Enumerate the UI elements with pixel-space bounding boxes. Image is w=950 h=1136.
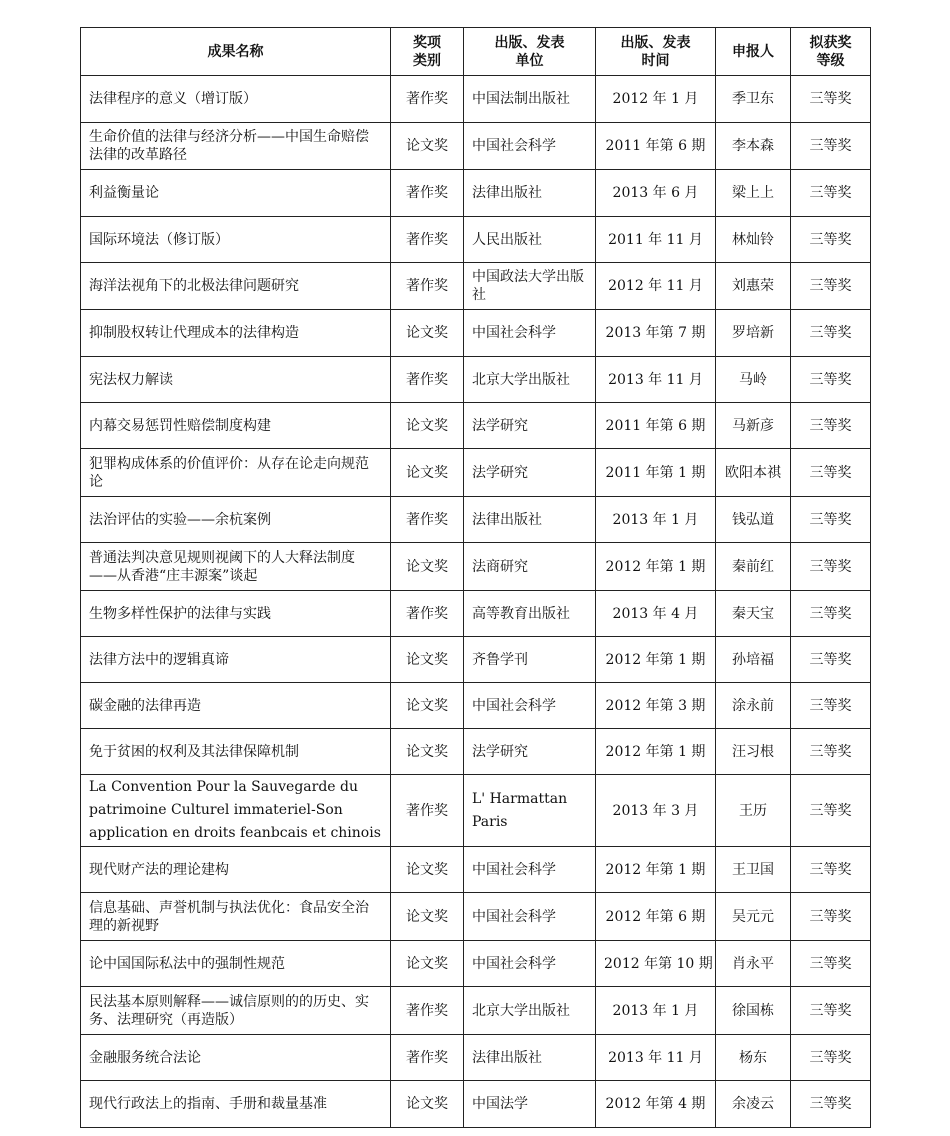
- table-row: [81, 637, 871, 683]
- cell-applicant: 王历: [716, 775, 791, 847]
- cell-title: La Convention Pour la Sauvegarde du patrimoine Culturel immateriel-Son application en droits feanbcais et chinois: [81, 775, 391, 847]
- cell-applicant: 钱弘道: [716, 497, 791, 543]
- cell-applicant: 徐国栋: [716, 987, 791, 1035]
- table-row: [81, 591, 871, 637]
- table-row: [81, 893, 871, 941]
- cell-type: 论文奖: [391, 123, 464, 170]
- cell-type: 著作奖: [391, 76, 464, 123]
- cell-type: 论文奖: [391, 683, 464, 729]
- table-row: [81, 775, 871, 847]
- cell-applicant: 刘惠荣: [716, 263, 791, 310]
- cell-publisher: 法律出版社: [464, 497, 596, 543]
- cell-publisher: 高等教育出版社: [464, 591, 596, 637]
- cell-level: 三等奖: [791, 123, 871, 170]
- cell-level: 三等奖: [791, 683, 871, 729]
- table-row: [81, 123, 871, 170]
- cell-date: 2013 年 11 月: [596, 1035, 716, 1081]
- cell-publisher: 法学研究: [464, 729, 596, 775]
- cell-date: 2012 年第 1 期: [596, 729, 716, 775]
- cell-type: 著作奖: [391, 987, 464, 1035]
- cell-publisher: 中国法学: [464, 1081, 596, 1128]
- cell-publisher: 中国社会科学: [464, 847, 596, 893]
- cell-level: 三等奖: [791, 497, 871, 543]
- cell-level: 三等奖: [791, 449, 871, 497]
- cell-applicant: 秦前红: [716, 543, 791, 591]
- cell-publisher: 中国社会科学: [464, 893, 596, 941]
- cell-title: 生命价值的法律与经济分析——中国生命赔偿法律的改革路径: [81, 123, 391, 170]
- cell-publisher: 齐鲁学刊: [464, 637, 596, 683]
- cell-title: 信息基础、声誉机制与执法优化：食品安全治理的新视野: [81, 893, 391, 941]
- cell-title: 免于贫困的权利及其法律保障机制: [81, 729, 391, 775]
- cell-level: 三等奖: [791, 729, 871, 775]
- cell-title: 海洋法视角下的北极法律问题研究: [81, 263, 391, 310]
- cell-title: 抑制股权转让代理成本的法律构造: [81, 310, 391, 357]
- cell-type: 著作奖: [391, 497, 464, 543]
- cell-date: 2013 年 4 月: [596, 591, 716, 637]
- cell-level: 三等奖: [791, 263, 871, 310]
- table-row: [81, 449, 871, 497]
- table-row: [81, 987, 871, 1035]
- cell-date: 2013 年 1 月: [596, 987, 716, 1035]
- cell-date: 2012 年 1 月: [596, 76, 716, 123]
- cell-publisher: 法律出版社: [464, 170, 596, 217]
- cell-date: 2012 年第 10 期: [596, 941, 716, 987]
- cell-type: 论文奖: [391, 1081, 464, 1128]
- header-title: 成果名称: [81, 28, 391, 76]
- cell-level: 三等奖: [791, 637, 871, 683]
- cell-level: 三等奖: [791, 1081, 871, 1128]
- cell-date: 2013 年第 7 期: [596, 310, 716, 357]
- cell-applicant: 吴元元: [716, 893, 791, 941]
- cell-applicant: 杨东: [716, 1035, 791, 1081]
- cell-type: 著作奖: [391, 357, 464, 403]
- header-applicant: 申报人: [716, 28, 791, 76]
- cell-level: 三等奖: [791, 941, 871, 987]
- cell-applicant: 马新彦: [716, 403, 791, 449]
- table-row: [81, 543, 871, 591]
- cell-level: 三等奖: [791, 170, 871, 217]
- cell-publisher: 中国社会科学: [464, 310, 596, 357]
- cell-date: 2011 年第 6 期: [596, 123, 716, 170]
- cell-type: 著作奖: [391, 217, 464, 263]
- cell-applicant: 季卫东: [716, 76, 791, 123]
- cell-publisher: 北京大学出版社: [464, 987, 596, 1035]
- cell-type: 论文奖: [391, 637, 464, 683]
- cell-title: 现代财产法的理论建构: [81, 847, 391, 893]
- cell-title: 论中国国际私法中的强制性规范: [81, 941, 391, 987]
- cell-publisher: 法商研究: [464, 543, 596, 591]
- cell-level: 三等奖: [791, 76, 871, 123]
- cell-applicant: 林灿铃: [716, 217, 791, 263]
- table-row: [81, 729, 871, 775]
- cell-publisher: L' Harmattan Paris: [464, 775, 596, 847]
- cell-type: 著作奖: [391, 1035, 464, 1081]
- cell-applicant: 涂永前: [716, 683, 791, 729]
- header-date: 出版、发表 时间: [596, 28, 716, 76]
- cell-publisher: 中国社会科学: [464, 941, 596, 987]
- cell-title: 犯罪构成体系的价值评价：从存在论走向规范论: [81, 449, 391, 497]
- table-row: [81, 497, 871, 543]
- cell-level: 三等奖: [791, 217, 871, 263]
- cell-title: 法治评估的实验——余杭案例: [81, 497, 391, 543]
- table-row: [81, 847, 871, 893]
- cell-date: 2012 年第 1 期: [596, 847, 716, 893]
- cell-publisher: 北京大学出版社: [464, 357, 596, 403]
- cell-title: 宪法权力解读: [81, 357, 391, 403]
- cell-applicant: 欧阳本祺: [716, 449, 791, 497]
- header-publisher: 出版、发表 单位: [464, 28, 596, 76]
- cell-type: 论文奖: [391, 847, 464, 893]
- cell-applicant: 梁上上: [716, 170, 791, 217]
- cell-publisher: 法学研究: [464, 449, 596, 497]
- cell-applicant: 罗培新: [716, 310, 791, 357]
- cell-type: 论文奖: [391, 729, 464, 775]
- cell-title: 内幕交易惩罚性赔偿制度构建: [81, 403, 391, 449]
- cell-level: 三等奖: [791, 357, 871, 403]
- cell-type: 著作奖: [391, 263, 464, 310]
- table-row: [81, 76, 871, 123]
- table-row: [81, 217, 871, 263]
- table-row: [81, 170, 871, 217]
- table-row: [81, 263, 871, 310]
- cell-title: 法律程序的意义（增订版）: [81, 76, 391, 123]
- cell-publisher: 人民出版社: [464, 217, 596, 263]
- cell-title: 普通法判决意见规则视阈下的人大释法制度——从香港“庄丰源案”谈起: [81, 543, 391, 591]
- cell-publisher: 中国政法大学出版社: [464, 263, 596, 310]
- cell-date: 2012 年第 3 期: [596, 683, 716, 729]
- cell-title: 碳金融的法律再造: [81, 683, 391, 729]
- header-level: 拟获奖 等级: [791, 28, 871, 76]
- cell-type: 著作奖: [391, 591, 464, 637]
- cell-date: 2012 年 11 月: [596, 263, 716, 310]
- cell-title: 民法基本原则解释——诚信原则的的历史、实务、法理研究（再造版）: [81, 987, 391, 1035]
- cell-title: 利益衡量论: [81, 170, 391, 217]
- cell-date: 2011 年第 1 期: [596, 449, 716, 497]
- cell-applicant: 孙培福: [716, 637, 791, 683]
- table-row: [81, 403, 871, 449]
- cell-publisher: 法律出版社: [464, 1035, 596, 1081]
- cell-type: 论文奖: [391, 449, 464, 497]
- cell-applicant: 李本森: [716, 123, 791, 170]
- cell-type: 论文奖: [391, 310, 464, 357]
- table-header-row: [81, 28, 871, 76]
- header-type: 奖项 类别: [391, 28, 464, 76]
- cell-date: 2013 年 11 月: [596, 357, 716, 403]
- cell-level: 三等奖: [791, 403, 871, 449]
- table-row: [81, 1081, 871, 1128]
- cell-date: 2011 年 11 月: [596, 217, 716, 263]
- cell-applicant: 王卫国: [716, 847, 791, 893]
- cell-publisher: 中国法制出版社: [464, 76, 596, 123]
- cell-date: 2012 年第 6 期: [596, 893, 716, 941]
- cell-level: 三等奖: [791, 310, 871, 357]
- cell-applicant: 马岭: [716, 357, 791, 403]
- cell-title: 生物多样性保护的法律与实践: [81, 591, 391, 637]
- cell-level: 三等奖: [791, 987, 871, 1035]
- cell-publisher: 中国社会科学: [464, 123, 596, 170]
- cell-type: 论文奖: [391, 893, 464, 941]
- cell-type: 论文奖: [391, 543, 464, 591]
- cell-date: 2011 年第 6 期: [596, 403, 716, 449]
- cell-applicant: 余凌云: [716, 1081, 791, 1128]
- cell-applicant: 秦天宝: [716, 591, 791, 637]
- cell-applicant: 汪习根: [716, 729, 791, 775]
- cell-level: 三等奖: [791, 543, 871, 591]
- cell-level: 三等奖: [791, 775, 871, 847]
- cell-publisher: 中国社会科学: [464, 683, 596, 729]
- cell-level: 三等奖: [791, 847, 871, 893]
- cell-date: 2013 年 1 月: [596, 497, 716, 543]
- table-row: [81, 1035, 871, 1081]
- cell-level: 三等奖: [791, 1035, 871, 1081]
- table-row: [81, 357, 871, 403]
- cell-date: 2012 年第 4 期: [596, 1081, 716, 1128]
- cell-date: 2013 年 3 月: [596, 775, 716, 847]
- cell-title: 现代行政法上的指南、手册和裁量基准: [81, 1081, 391, 1128]
- table-row: [81, 683, 871, 729]
- cell-title: 金融服务统合法论: [81, 1035, 391, 1081]
- awards-table: [80, 27, 871, 1128]
- cell-applicant: 肖永平: [716, 941, 791, 987]
- cell-date: 2012 年第 1 期: [596, 637, 716, 683]
- cell-publisher: 法学研究: [464, 403, 596, 449]
- cell-type: 论文奖: [391, 403, 464, 449]
- table-row: [81, 941, 871, 987]
- cell-date: 2012 年第 1 期: [596, 543, 716, 591]
- cell-title: 国际环境法（修订版）: [81, 217, 391, 263]
- cell-type: 著作奖: [391, 775, 464, 847]
- cell-level: 三等奖: [791, 591, 871, 637]
- cell-date: 2013 年 6 月: [596, 170, 716, 217]
- table-row: [81, 310, 871, 357]
- cell-type: 著作奖: [391, 170, 464, 217]
- cell-title: 法律方法中的逻辑真谛: [81, 637, 391, 683]
- cell-type: 论文奖: [391, 941, 464, 987]
- cell-level: 三等奖: [791, 893, 871, 941]
